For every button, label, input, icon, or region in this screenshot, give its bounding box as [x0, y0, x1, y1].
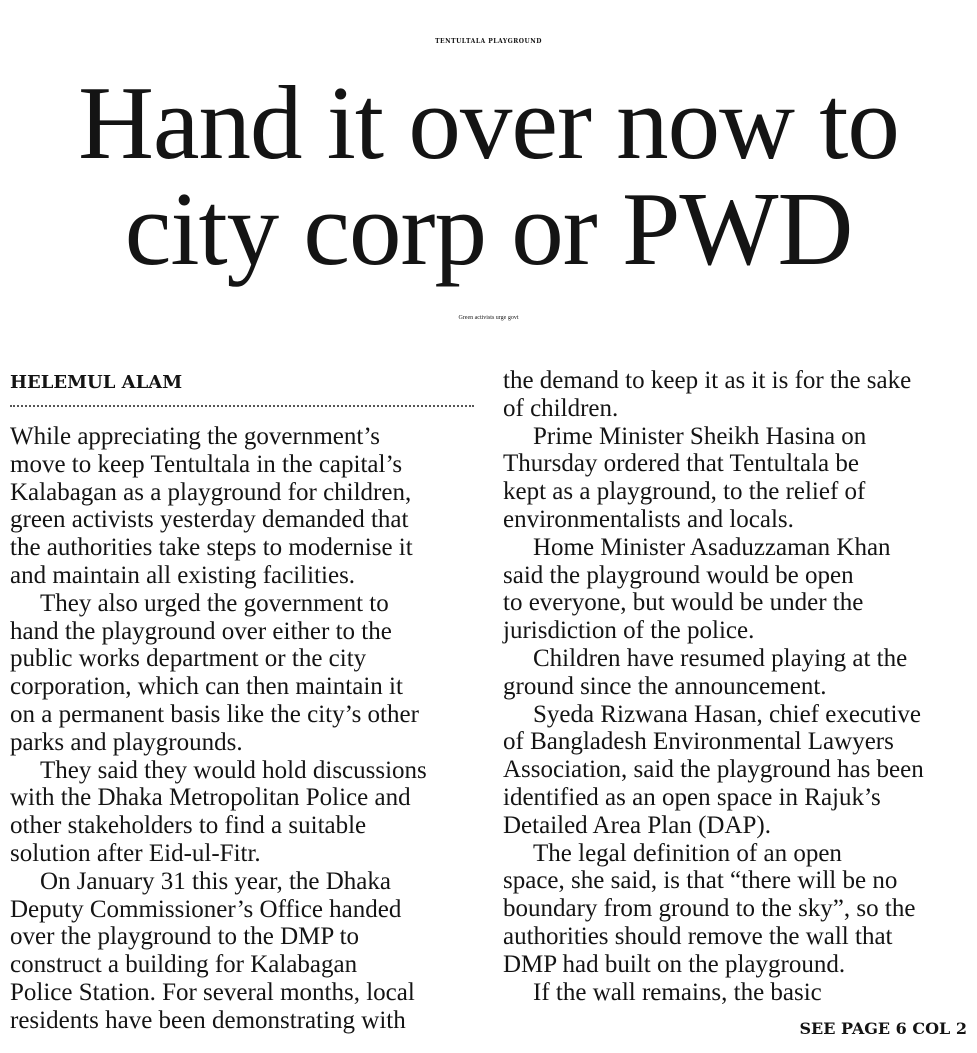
text-line: jurisdiction of the police. [503, 617, 755, 645]
text-line: Thursday ordered that Tentultala be [503, 450, 859, 478]
text-line: Prime Minister Sheikh Hasina on [533, 422, 867, 450]
text-line: They also urged the government to [40, 589, 389, 617]
headline-line-1: Hand it over now to [78, 64, 899, 181]
text-line: space, she said, is that “there will be no [503, 867, 898, 895]
text-line: of Bangladesh Environmental Lawyers [503, 728, 894, 756]
article-column-2 [503, 367, 971, 1006]
text-line: Police Station. For several months, local [10, 978, 415, 1006]
subhead: Green activists urge govt [458, 315, 519, 321]
text-line: Detailed Area Plan (DAP). [503, 811, 771, 839]
text-line: environmentalists and locals. [503, 505, 794, 533]
text-line: public works department or the city [10, 645, 367, 673]
text-line: the authorities take steps to modernise it [10, 534, 413, 562]
text-line: solution after Eid-ul-Fitr. [10, 839, 261, 867]
text-line: green activists yesterday demanded that [10, 506, 409, 534]
article-column-1 [10, 423, 480, 1035]
text-line: Syeda Rizwana Hasan, chief executive [533, 700, 922, 728]
text-line: said the playground would be open [503, 561, 854, 589]
text-line: On January 31 this year, the Dhaka [40, 867, 391, 895]
text-line: Kalabagan as a playground for children, [10, 478, 412, 506]
text-line: DMP had built on the playground. [503, 950, 846, 978]
kicker: TENTULTALA PLAYGROUND [435, 38, 542, 45]
text-line: If the wall remains, the basic [533, 978, 822, 1006]
text-line: The legal definition of an open [533, 839, 842, 867]
text-line: parks and playgrounds. [10, 728, 243, 756]
text-line: other stakeholders to find a suitable [10, 812, 367, 840]
text-line: Association, said the playground has been [503, 756, 924, 784]
text-line: with the Dhaka Metropolitan Police and [10, 784, 411, 812]
text-line: to everyone, but would be under the [503, 589, 864, 617]
text-line: authorities should remove the wall that [503, 922, 893, 950]
text-line: the demand to keep it as it is for the sake [503, 367, 912, 394]
text-line: Children have resumed playing at the [533, 644, 908, 672]
byline-divider [10, 405, 474, 407]
text-line: While appreciating the government’s [10, 423, 381, 450]
text-line: move to keep Tentultala in the capital’s [10, 450, 403, 478]
headline-line-2: city corp or PWD [124, 170, 853, 287]
text-line: and maintain all existing facilities. [10, 561, 356, 589]
text-line: They said they would hold discussions [40, 756, 427, 784]
text-line: construct a building for Kalabagan [10, 951, 358, 979]
text-line: ground since the announcement. [503, 672, 827, 700]
text-line: residents have been demonstrating with [10, 1006, 406, 1034]
text-line: kept as a playground, to the relief of [503, 478, 866, 506]
text-line: of children. [503, 394, 619, 422]
headline [0, 64, 977, 287]
text-line: over the playground to the DMP to [10, 923, 360, 951]
text-line: boundary from ground to the sky”, so the [503, 895, 916, 923]
text-line: corporation, which can then maintain it [10, 673, 403, 701]
text-line: hand the playground over either to the [10, 617, 392, 645]
text-line: Deputy Commissioner’s Office handed [10, 895, 402, 923]
continuation-jump: SEE PAGE 6 COL 2 [799, 1019, 967, 1038]
text-line: Home Minister Asaduzzaman Khan [533, 533, 891, 561]
text-line: identified as an open space in Rajuk’s [503, 783, 881, 811]
text-line: on a permanent basis like the city’s other [10, 700, 419, 728]
byline: HELEMUL ALAM [10, 372, 183, 393]
